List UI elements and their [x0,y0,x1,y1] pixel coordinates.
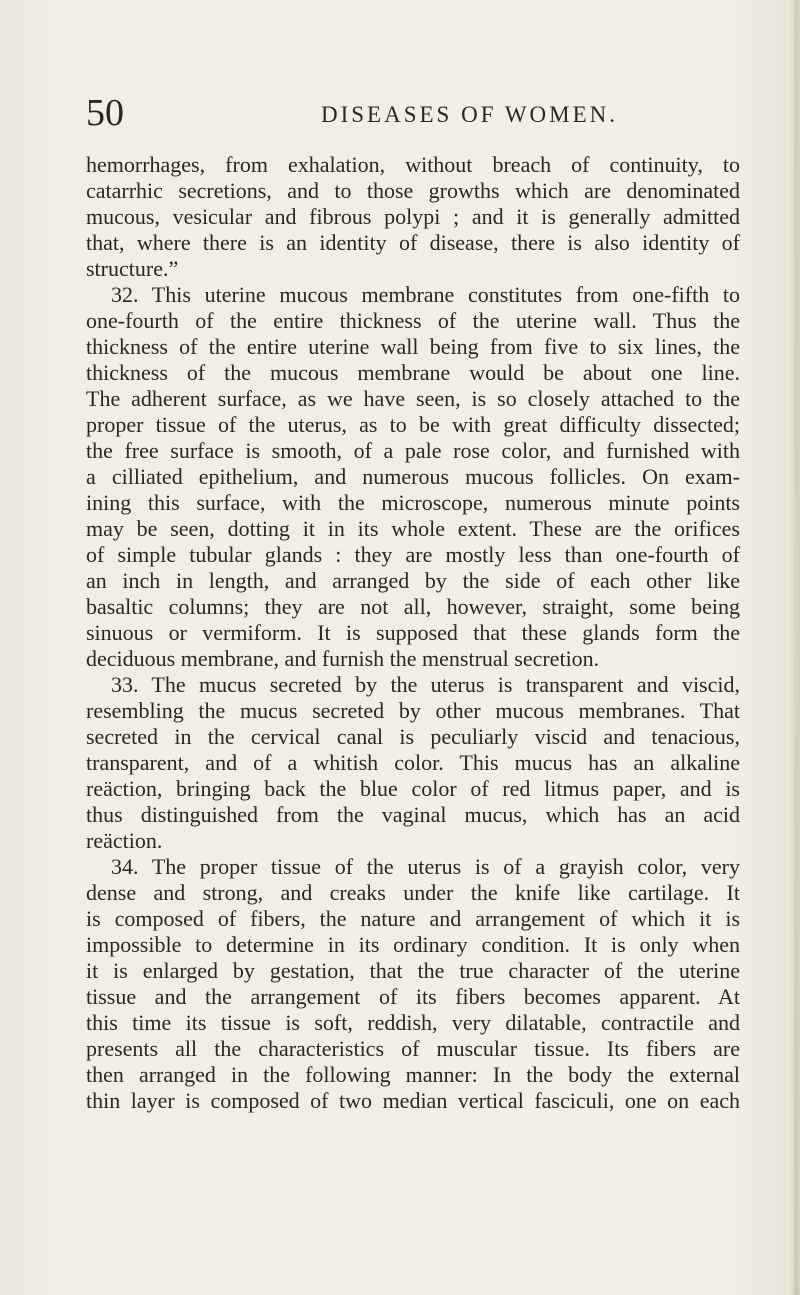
text-line: catarrhic secretions, and to those growths which are denominated [86,178,740,203]
page-header [86,92,686,142]
text-line: may be seen, dotting it in its whole extent. These are the orifices [86,516,740,541]
text-line: this time its tissue is soft, reddish, very dilatable, contractile and [86,1010,740,1035]
paragraph-first-line: 34. The proper tissue of the uterus is of a grayish color, very [111,854,740,879]
text-line: one-fourth of the entire thickness of the uterine wall. Thus the [86,308,740,333]
text-line: then arranged in the following manner: In the body the external [86,1062,740,1087]
text-line: deciduous membrane, and furnish the menstrual secretion. [86,646,600,671]
body-text [86,152,740,1114]
text-line: ining this surface, with the microscope, numerous minute points [86,490,740,515]
text-line: thus distinguished from the vaginal mucus, which has an acid [86,802,740,827]
text-line: it is enlarged by gestation, that the true character of the uterine [86,958,740,983]
text-line: hemorrhages, from exhalation, without breach of continuity, to [86,152,740,177]
text-line: thickness of the mucous membrane would be about one line. [86,360,740,385]
running-head: DISEASES OF WOMEN. [321,102,619,127]
text-line: an inch in length, and arranged by the side of each other like [86,568,740,593]
text-line: reäction, bringing back the blue color of red litmus paper, and is [86,776,740,801]
text-line: resembling the mucus secreted by other mucous membranes. That [86,698,740,723]
text-line: that, where there is an identity of disease, there is also identity of [86,230,740,255]
text-line: thickness of the entire uterine wall being from five to six lines, the [86,334,740,359]
text-line: basaltic columns; they are not all, however, straight, some being [86,594,740,619]
text-line: a cilliated epithelium, and numerous mucous follicles. On exam- [86,464,740,489]
page-number: 50 [86,92,124,134]
text-line: thin layer is composed of two median vertical fasciculi, one on each [86,1088,740,1113]
text-line: mucous, vesicular and fibrous polypi ; and it is generally admitted [86,204,740,229]
text-line: The adherent surface, as we have seen, is so closely attached to the [86,386,740,411]
paragraph-first-line: 33. The mucus secreted by the uterus is transparent and viscid, [111,672,740,697]
text-line: sinuous or vermiform. It is supposed that these glands form the [86,620,740,645]
paragraph-first-line: 32. This uterine mucous membrane constitutes from one-fifth to [111,282,740,307]
text-line: the free surface is smooth, of a pale rose color, and furnished with [86,438,740,463]
text-line: reäction. [86,828,163,853]
text-line: dense and strong, and creaks under the knife like cartilage. It [86,880,740,905]
text-line: transparent, and of a whitish color. This mucus has an alkaline [86,750,740,775]
text-line: structure.” [86,256,179,281]
text-line: proper tissue of the uterus, as to be with great difficulty dissected; [86,412,740,437]
text-line: of simple tubular glands : they are mostly less than one-fourth of [86,542,740,567]
text-line: is composed of fibers, the nature and arrangement of which it is [86,906,740,931]
text-line: secreted in the cervical canal is peculiarly viscid and tenacious, [86,724,740,749]
text-line: tissue and the arrangement of its fibers becomes apparent. At [86,984,740,1009]
text-line: impossible to determine in its ordinary condition. It is only when [86,932,740,957]
page-edge [794,0,798,1295]
text-line: presents all the characteristics of muscular tissue. Its fibers are [86,1036,740,1061]
